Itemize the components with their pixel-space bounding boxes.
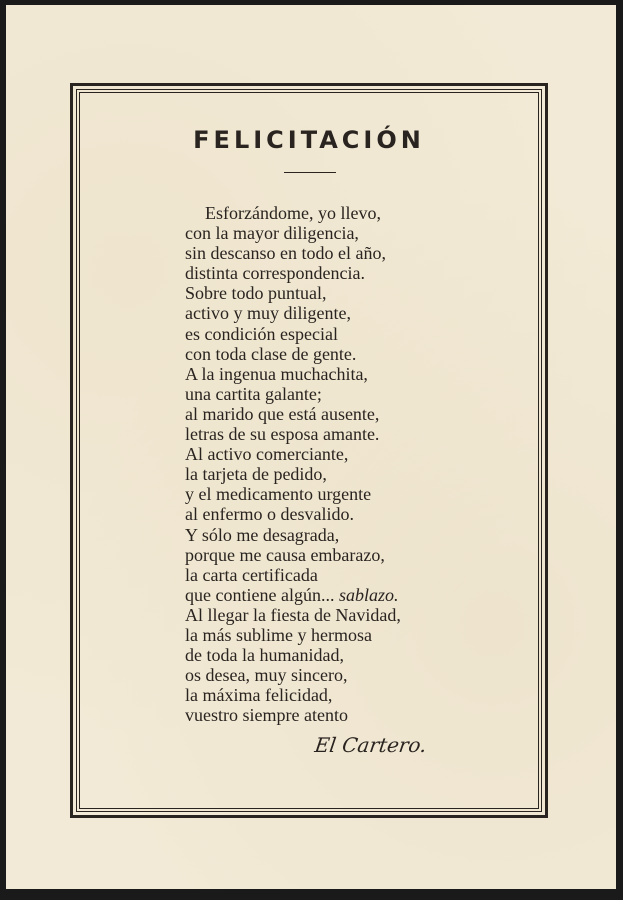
poem-line: os desea, muy sincero, [185, 665, 348, 686]
poem-line: porque me causa embarazo, [185, 544, 385, 565]
poem-line: al marido que está ausente, [185, 403, 380, 424]
page-title: FELICITACIÓN [193, 126, 425, 154]
poem-line: de toda la humanidad, [185, 645, 344, 666]
poem-line: es condición especial [185, 323, 338, 344]
poem-italic-word: sablazo. [338, 584, 399, 605]
poem-line: distinta correspondencia. [185, 263, 365, 284]
poem-line: la máxima felicidad, [185, 685, 333, 706]
poem-line: A la ingenua muchachita, [185, 363, 368, 384]
poem-line: activo y muy diligente, [185, 303, 351, 324]
poem-line-text: que contiene algún... [185, 584, 335, 605]
poem-line: vuestro siempre atento [185, 705, 348, 726]
poem-line: la carta certificada [185, 564, 318, 585]
title-divider [284, 172, 336, 173]
poem-line: Esforzándome, yo llevo, [205, 203, 381, 223]
poem-line: Sobre todo puntual, [185, 283, 327, 304]
poem-line: letras de su esposa amante. [185, 424, 380, 445]
poem-line: Al activo comerciante, [185, 444, 349, 465]
poem-line: la más sublime y hermosa [185, 624, 372, 645]
poem-line: con la mayor diligencia, [185, 223, 359, 244]
poem-line: y el medicamento urgente [185, 484, 372, 505]
poem-line: Al llegar la fiesta de Navidad, [185, 604, 401, 625]
poem-line: una cartita galante; [185, 383, 322, 404]
poem-line: sin descanso en todo el año, [185, 243, 386, 264]
poem-line: con toda clase de gente. [185, 343, 357, 364]
poem [185, 203, 401, 725]
poem-line-with-italic [185, 585, 401, 605]
poem-line: Y sólo me desagrada, [185, 524, 340, 545]
poem-line: la tarjeta de pedido, [185, 464, 327, 485]
signature: El Cartero. [313, 733, 429, 757]
poem-line: al enfermo o desvalido. [185, 504, 354, 525]
